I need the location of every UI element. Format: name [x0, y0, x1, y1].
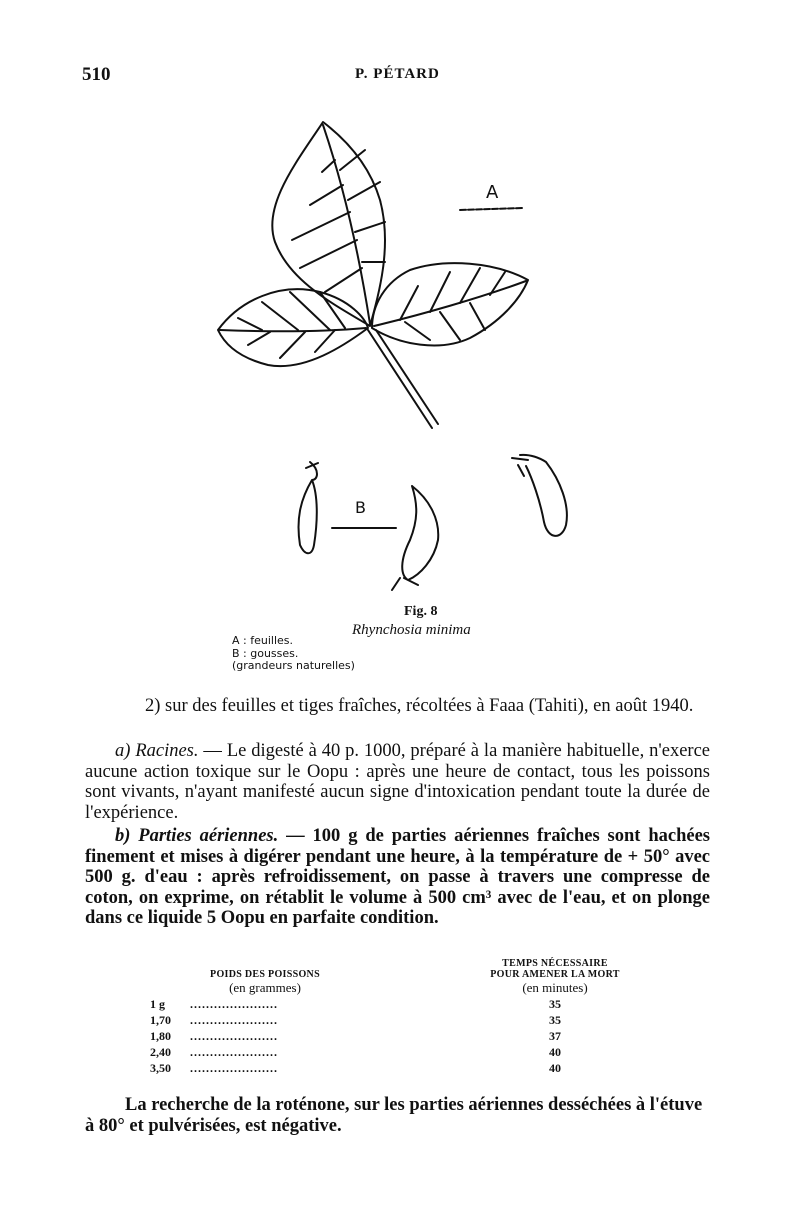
header-temps: TEMPS NÉCESSAIRE POUR AMENER LA MORT (en minutes) — [490, 958, 620, 995]
row-temps: 35 — [549, 996, 561, 1011]
parties-text: — 100 g de parties aériennes fraîches sont hachées finement et mises à digérer pendant une heure, à la température de + 50° avec 500 g. d'eau : après refroidissement, on passe à travers une compresse de coton, on exprime, on rétablit le volume à 500 cm³ avec de l'eau, et on plonge dans ce liquide 5 Oopu en parfaite condition. — [85, 826, 710, 928]
row-poids: 1,70 — [150, 1012, 171, 1027]
leaflet-right-midrib — [374, 281, 526, 326]
table-row: 3,50 ...................... 40 — [150, 1060, 630, 1076]
pod-1 — [299, 462, 319, 553]
leaflet-left-midrib — [220, 328, 366, 331]
table-row: 2,40 ...................... 40 — [150, 1044, 630, 1060]
legend-line: B : gousses. — [232, 646, 299, 660]
page-number: 510 — [82, 64, 111, 85]
row-poids: 1,80 — [150, 1028, 171, 1043]
paragraph-racines — [85, 741, 710, 823]
leaflet-right — [372, 263, 528, 345]
figure-letter-a: A — [486, 182, 499, 203]
pod-2 — [392, 486, 438, 590]
row-poids: 2,40 — [150, 1044, 171, 1059]
row-temps: 40 — [549, 1060, 561, 1075]
table-row: 1,80 ...................... 37 — [150, 1028, 630, 1044]
table-row: 1 g ...................... 35 — [150, 996, 630, 1012]
figure-label: Fig. 8 — [404, 604, 438, 619]
running-head: P. PÉTARD — [355, 66, 440, 82]
figure-legend — [232, 635, 355, 673]
row-poids: 3,50 — [150, 1060, 171, 1075]
results-table — [150, 958, 630, 1076]
row-poids: 1 g — [150, 996, 165, 1011]
row-temps: 40 — [549, 1044, 561, 1059]
row-temps: 37 — [549, 1028, 561, 1043]
paragraph-1: 2) sur des feuilles et tiges fraîches, récoltées à Faaa (Tahiti), en août 1940. — [145, 696, 694, 716]
leaflet-top-midrib — [323, 125, 370, 324]
racines-label: a) Racines. — [115, 741, 199, 761]
table-row: 1,70 ...................... 35 — [150, 1012, 630, 1028]
paragraph-parties-aeriennes — [85, 826, 710, 929]
figure-letter-b: B — [355, 498, 366, 517]
pod-3 — [512, 455, 567, 536]
row-temps: 35 — [549, 1012, 561, 1027]
figure-species: Rhynchosia minima — [352, 622, 471, 638]
header-poids: POIDS DES POISSONS (en grammes) — [210, 969, 320, 995]
paragraph-conclusion: La recherche de la roténone, sur les parties aériennes desséchées à l'étuve à 80° et pulvérisées, est négative. — [85, 1095, 703, 1136]
legend-line: A : feuilles. — [232, 634, 293, 647]
racines-text: — Le digesté à 40 p. 1000, préparé à la manière habituelle, n'exerce aucune action toxique sur le Oopu : après une heure de contact, tous les poissons sont vivants, n'ayant manifesté aucun signe d'intoxication pendant toute la durée de l'expérience. — [85, 741, 710, 823]
parties-label: b) Parties aériennes. — [115, 826, 279, 846]
legend-line: (grandeurs naturelles) — [232, 659, 355, 672]
